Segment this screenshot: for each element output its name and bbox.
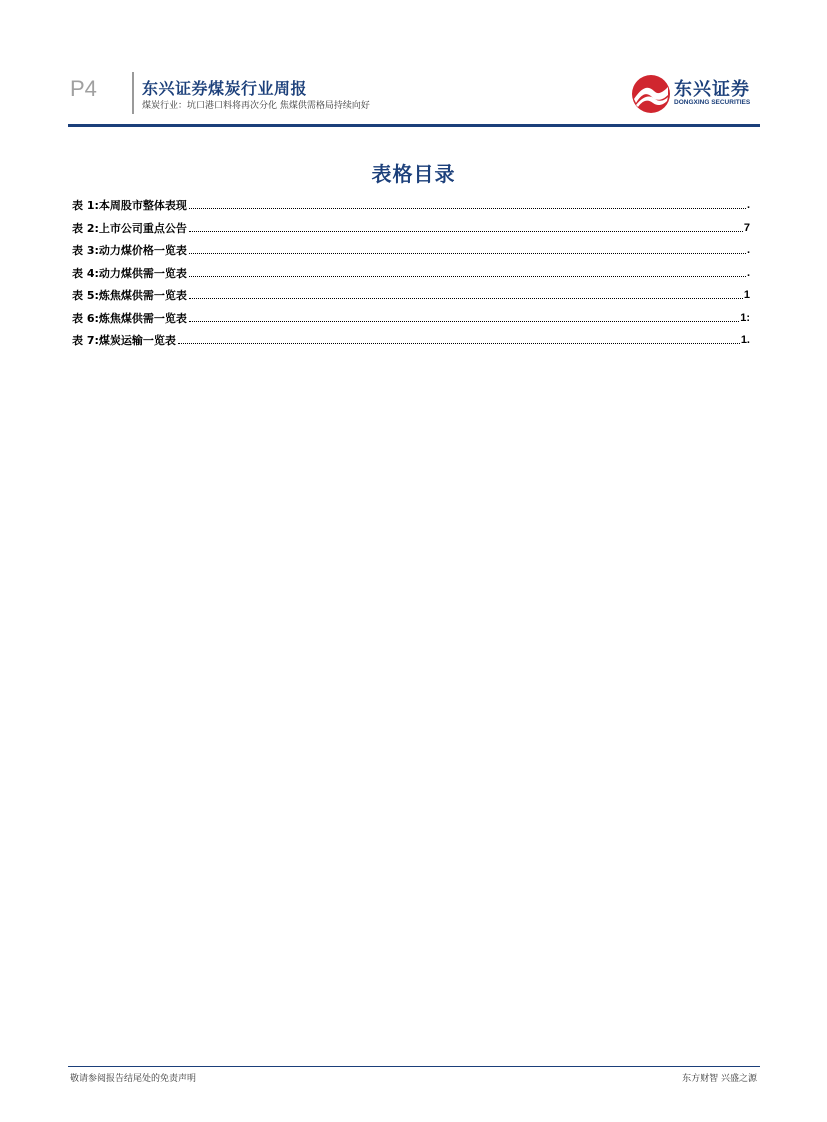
toc-entry-page: 7	[743, 221, 750, 234]
toc-leader-dots	[178, 343, 740, 344]
toc-entry-page: 1	[743, 289, 750, 302]
report-subtitle: 煤炭行业：坑口港口料将再次分化 焦煤供需格局持续向好	[142, 101, 370, 111]
header-divider	[132, 72, 134, 114]
header-rule	[68, 124, 760, 127]
toc-entry-label: 表 2:上市公司重点公告	[72, 221, 187, 235]
company-logo	[630, 73, 760, 117]
footer-disclaimer-note: 敬请参阅报告结尾处的免责声明	[70, 1074, 197, 1084]
toc-leader-dots	[189, 276, 746, 277]
logo-text-en: DONGXING SECURITIES	[674, 99, 751, 106]
toc-entry-7[interactable]	[72, 329, 750, 352]
logo-emblem-icon	[630, 73, 672, 115]
toc-entry-page: .	[746, 199, 750, 212]
toc-entry-label: 表 6:炼焦煤供需一览表	[72, 311, 187, 325]
toc-entry-page: .	[746, 244, 750, 257]
toc-entry-1[interactable]	[72, 194, 750, 217]
toc-entry-5[interactable]	[72, 284, 750, 307]
toc-entry-6[interactable]	[72, 307, 750, 330]
toc-entry-page: 1.	[740, 334, 750, 347]
toc-entry-label: 表 7:煤炭运输一览表	[72, 334, 176, 348]
toc-entry-label: 表 1:本周股市整体表现	[72, 199, 187, 213]
toc-leader-dots	[189, 298, 743, 299]
toc-leader-dots	[189, 231, 743, 232]
toc-leader-dots	[189, 208, 746, 209]
toc-entry-label: 表 5:炼焦煤供需一览表	[72, 289, 187, 303]
toc-entry-page: 1:	[740, 311, 750, 324]
toc-entry-label: 表 3:动力煤价格一览表	[72, 244, 187, 258]
logo-text-cn: 东兴证券	[674, 79, 750, 100]
footer-rule	[68, 1066, 760, 1067]
toc-entry-4[interactable]	[72, 262, 750, 285]
report-title: 东兴证券煤炭行业周报	[142, 79, 308, 98]
page-number: P4	[70, 76, 97, 101]
page-header	[68, 70, 760, 128]
toc-entry-label: 表 4:动力煤供需一览表	[72, 266, 187, 280]
toc-leader-dots	[189, 321, 739, 322]
footer-slogan: 东方财智 兴盛之源	[682, 1074, 757, 1084]
table-of-tables	[72, 194, 750, 352]
toc-leader-dots	[189, 253, 746, 254]
toc-title: 表格目录	[371, 162, 456, 186]
toc-entry-3[interactable]	[72, 239, 750, 262]
toc-entry-2[interactable]	[72, 217, 750, 240]
toc-entry-page: .	[746, 266, 750, 279]
